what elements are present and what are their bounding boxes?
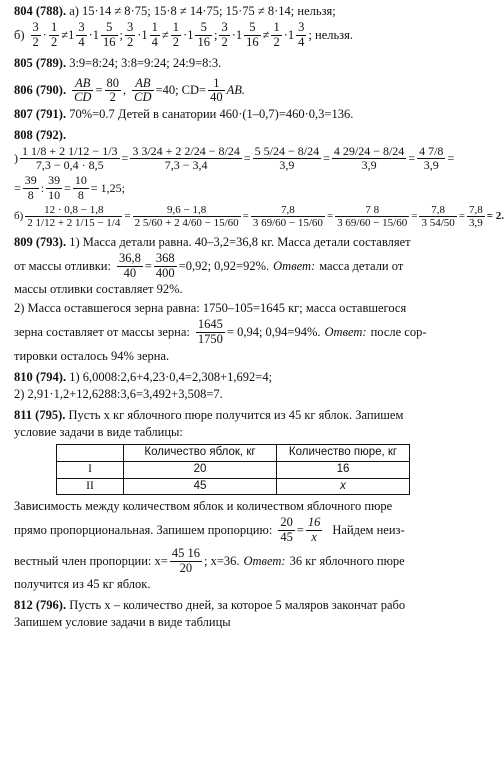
- problem-text: б): [14, 27, 25, 42]
- fraction: $\frac{3}{4}$: [298, 20, 305, 49]
- fraction: $\frac{10}{8}$: [74, 173, 87, 202]
- problem-804: 804 (788). а) 15·14 ≠ 8·75; 15·8 ≠ 14·75; 15·75 ≠ 8·14; нельзя; б) $\frac{3}{2}$ · $\frac{1}{2}$ ≠ 1 $\frac{3}{4}$ · 1 $\frac{5}{16}$ ; $\frac{3}{2}$ · 1 $\frac{1}{4}$ ≠ $\frac{1}{2}$ · 1 $\frac{5}{16}$ ; $\frac{3}{2}$ · 1 $\frac{5}{16}$ ≠ $\frac{1}{2}$ · 1 $\frac{3}{4}$ ; нельзя.: [14, 4, 353, 49]
- problem-807: [14, 107, 466, 122]
- condition-table: [56, 444, 410, 495]
- problem-label: 807 (791).: [14, 107, 67, 121]
- problem-808-a: ) $\frac{1 1/8 + 2 1/12 - 1/3}{7,3 - 0,4 \cdot 8,5}$ = $\frac{3 3/24 + 2 2/24 - 8/24}{7,3 - 3,4}$ = $\frac{5 5/24 - 8/24}{3,9}$ = $\frac{4 29/24 - 8/24}{3,9}$ = $\frac{4 7/8}{3,9}$ =: [14, 144, 455, 173]
- fraction: $\frac{5}{16}$: [197, 20, 210, 49]
- fraction: $\frac{368}{400}$: [155, 250, 175, 280]
- problem-812: 812 (796). Пусть x – количество дней, за которое 5 маляров закончат рабо Запишем условие задачи в виде таблицы: [14, 598, 406, 630]
- problem-text: 70%=0.7 Детей в санатории 460·(1–0,7)=460·0,3=136.: [69, 107, 354, 121]
- fraction: $\frac{16}{x}$: [307, 515, 321, 545]
- problem-809: 809 (793). 1) Масса детали равна. 40–3,2=36,8 кг. Масса детали составляет от массы отливки: $\frac{36,8}{40}$ = $\frac{368}{400}$ =0,92; 0,92=92%. Ответ: масса детали от массы отливки составляет 92%. 2) Масса оставшегося зерна равна: 1750–105=1645 кг; масса оставшегося зерна составляет от массы зерна: $\frac{1645}{1750}$ = 0,94; 0,94=94%. Ответ: после сор- тировки осталось 94% зерна.: [14, 234, 427, 363]
- fraction: $\frac{36,8}{40}$: [118, 250, 141, 280]
- problem-808-b: б) $\frac{12 \cdot 0,8 - 1,8}{2 1/12 + 2 1/15 - 1/4}$ = $\frac{9,6 - 1,8}{2 5/60 + 2 4/60 - 15/60}$ = $\frac{7,8}{3 69/60 - 15/60}$ = $\frac{7 8}{3 69/60 - 15/60}$ = $\frac{7,8}{3 54/50}$ = $\frac{7,8}{3,9}$ = 2.: [14, 203, 504, 229]
- problem-811: 811 (795). Пусть x кг яблочного пюре получится из 45 кг яблок. Запишем условие задачи в виде таблицы: Количество яблок, кг Количество пюре, кг I 20 16 II 45 x Зависимость между количеством яблок и количеством яблочного пюре прямо пропорциональная. Запишем пропорцию: $\frac{20}{45}$ = $\frac{16}{x}$ Найдем неиз- вестный член пропорции: x= $\frac{45 16}{20}$ ; x=36. Ответ: 36 кг яблочного пюре получится из 45 кг яблок.: [14, 408, 466, 592]
- problem-810: 810 (794). 1) 6,0008:2,6+4,23·0,4=2,308+1,692=4; 2) 2,91·1,2+12,6288:3,6=3,492+3,508=7.: [14, 369, 273, 401]
- fraction: $\frac{3 3/24 + 2 2/24 - 8/24}{7,3 - 3,4}$: [132, 144, 240, 173]
- fraction: $\frac{1}{2}$: [50, 20, 58, 49]
- fraction: $\frac{7 8}{3 69/60 - 15/60}$: [337, 203, 408, 229]
- problem-808-a-result: = $\frac{39}{8}$ : $\frac{39}{10}$ = $\frac{10}{8}$ = 1,25;: [14, 173, 126, 202]
- fraction: $\frac{39}{8}$: [24, 173, 37, 202]
- fraction: $\frac{1645}{1750}$: [197, 317, 223, 347]
- fraction: $\frac{7,8}{3 54/50}$: [421, 203, 455, 229]
- fraction: $\frac{1}{2}$: [273, 20, 280, 49]
- table-row: II 45 x: [57, 478, 410, 495]
- fraction: $\frac{7,8}{3,9}$: [468, 203, 483, 229]
- fraction: $\frac{1}{40}$: [210, 75, 223, 105]
- fraction: $\frac{9,6 - 1,8}{2 5/60 + 2 4/60 - 15/60}$: [134, 203, 239, 229]
- problem-label: 810 (794).: [14, 369, 67, 384]
- fraction: $\frac{5 5/24 - 8/24}{3,9}$: [254, 144, 320, 173]
- fraction: $\frac{3}{2}$: [221, 20, 228, 49]
- problem-text: 3:9=8:24; 3:8=9:24; 24:9=8:3.: [69, 55, 222, 70]
- problem-label: 811 (795).: [14, 407, 66, 422]
- fraction: $\frac{3}{2}$: [32, 20, 39, 49]
- fraction: $\frac{20}{45}$: [280, 515, 293, 545]
- problem-text: а) 15·14 ≠ 8·75; 15·8 ≠ 14·75; 15·75 ≠ 8·14; нельзя;: [69, 4, 336, 18]
- fraction: $\frac{1}{4}$: [151, 20, 158, 49]
- problem-label: 806 (790).: [14, 83, 67, 98]
- problem-label: 809 (793).: [14, 234, 67, 249]
- fraction: $\frac{AB}{CD}$: [74, 75, 92, 105]
- problem-label: 805 (789).: [14, 55, 67, 70]
- fraction: $\frac{3}{2}$: [126, 20, 134, 49]
- problem-805: [14, 56, 466, 71]
- fraction: $\frac{4 7/8}{3,9}$: [419, 144, 444, 173]
- fraction: $\frac{80}{2}$: [106, 75, 120, 105]
- fraction: $\frac{45 16}{20}$: [171, 545, 200, 575]
- fraction: $\frac{1}{2}$: [172, 20, 180, 49]
- fraction: $\frac{39}{10}$: [48, 173, 61, 202]
- fraction: $\frac{4 29/24 - 8/24}{3,9}$: [333, 144, 405, 173]
- fraction: $\frac{1 1/8 + 2 1/12 - 1/3}{7,3 - 0,4 \cdot 8,5}$: [22, 144, 118, 173]
- table-row: I 20 16: [57, 461, 410, 478]
- fraction: $\frac{3}{4}$: [78, 20, 85, 49]
- fraction: $\frac{AB}{CD}$: [134, 75, 152, 105]
- fraction: $\frac{5}{16}$: [103, 20, 116, 49]
- fraction: $\frac{5}{16}$: [246, 20, 259, 49]
- problem-808: [14, 128, 504, 229]
- problem-806: 806 (790). $\frac{AB}{CD}$ = $\frac{80}{2}$ , $\frac{AB}{CD}$ =40; CD= $\frac{1}{40}$ AB.: [14, 75, 245, 105]
- fraction: $\frac{12 \cdot 0,8 - 1,8}{2 1/12 + 2 1/15 - 1/4}$: [27, 203, 121, 229]
- fraction: $\frac{7,8}{3 69/60 - 15/60}$: [252, 203, 323, 229]
- problem-label: 804 (788).: [14, 4, 67, 18]
- problem-label: 812 (796).: [14, 598, 67, 613]
- table-row: Количество яблок, кг Количество пюре, кг: [57, 444, 410, 461]
- problem-label: 808 (792).: [14, 128, 67, 142]
